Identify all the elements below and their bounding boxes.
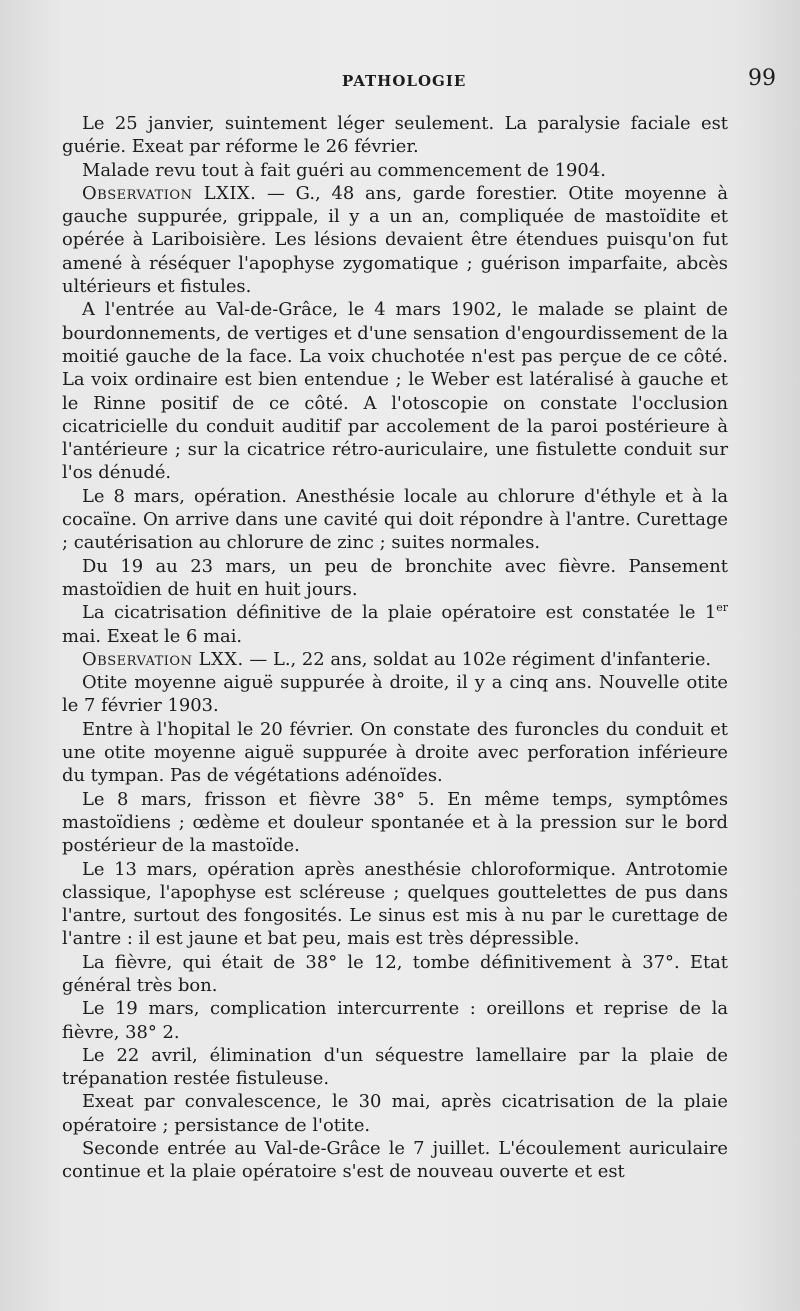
paragraph-text: La cicatrisation définitive de la plaie opératoire est constatée le 1 — [82, 602, 717, 624]
page-body — [62, 112, 728, 1184]
paragraph: Le 25 janvier, suintement léger seulement. La paralysie faciale est guérie. Exeat par réforme le 26 février. — [62, 113, 728, 158]
page-header — [60, 66, 776, 96]
observation-text: — G., 48 ans, garde forestier. Otite moyenne à gauche suppurée, grippale, il y a un an, compliquée de mastoïdite et opérée à Lariboisière. Les lésions devaient être étendues puisqu'on fut amené à réséquer l'apophyse zygomatique ; guérison imparfaite, abcès ultérieurs et fistules. — [62, 182, 728, 298]
paragraph: Entre à l'hopital le 20 février. On constate des furoncles du conduit et une otite moyenne aiguë suppurée à droite avec perforation inférieure du tympan. Pas de végétations adénoïdes. — [62, 718, 728, 787]
paragraph: Seconde entrée au Val-de-Grâce le 7 juillet. L'écoulement auriculaire continue et la plaie opératoire s'est de nouveau ouverte et est — [62, 1138, 728, 1183]
observation-label: Observation LXX. — [82, 648, 244, 670]
observation-paragraph — [62, 182, 728, 298]
observation-text: — L., 22 ans, soldat au 102e régiment d'infanterie. — [243, 648, 712, 670]
paragraph: Malade revu tout à fait guéri au commencement de 1904. — [82, 159, 606, 181]
paragraph: Otite moyenne aiguë suppurée à droite, il y a cinq ans. Nouvelle otite le 7 février 1903. — [62, 672, 728, 717]
paragraph: Le 8 mars, opération. Anesthésie locale au chlorure d'éthyle et à la cocaïne. On arrive dans une cavité qui doit répondre à l'antre. Curettage ; cautérisation au chlorure de zinc ; suites normales. — [62, 485, 728, 554]
paragraph: Le 22 avril, élimination d'un séquestre lamellaire par la plaie de trépanation restée fistuleuse. — [62, 1044, 728, 1090]
running-head: PATHOLOGIE — [342, 72, 467, 90]
ordinal-superscript: er — [716, 601, 728, 615]
observation-label: Observation LXIX. — [82, 182, 257, 204]
paragraph: A l'entrée au Val-de-Grâce, le 4 mars 1902, le malade se plaint de bourdonnements, de vertiges et d'une sensation d'engourdissement de la moitié gauche de la face. La voix chuchotée n'est pas perçue de ce côté. La voix ordinaire est bien entendue ; le Weber est latéralisé à gauche et le Rinne positif de ce côté. A l'otoscopie on constate l'occlusion cicatricielle du conduit auditif par accolement de la paroi postérieure à l'antérieure ; sur la cicatrice rétro-auriculaire, une fistulette conduit sur l'os dénudé. — [62, 299, 728, 484]
paragraph: Le 13 mars, opération après anesthésie chloroformique. Antrotomie classique, l'apophyse est scléreuse ; quelques gouttelettes de pus dans l'antre, surtout des fongosités. Le sinus est mis à nu par le curettage de l'antre : il est jaune et bat peu, mais est très dépressible. — [62, 858, 728, 950]
paragraph — [62, 601, 728, 648]
observation-paragraph — [62, 648, 728, 671]
paragraph: La fièvre, qui était de 38° le 12, tombe définitivement à 37°. Etat général très bon. — [62, 951, 728, 996]
paragraph-text: mai. Exeat le 6 mai. — [62, 625, 243, 647]
paragraph: Le 19 mars, complication intercurrente : oreillons et reprise de la fièvre, 38° 2. — [62, 998, 728, 1043]
paragraph: Le 8 mars, frisson et fièvre 38° 5. En même temps, symptômes mastoïdiens ; œdème et douleur spontanée et à la pression sur le bord postérieur de la mastoïde. — [62, 788, 728, 857]
page-number: 99 — [748, 66, 776, 91]
paragraph: Exeat par convalescence, le 30 mai, après cicatrisation de la plaie opératoire ; persistance de l'otite. — [62, 1091, 728, 1136]
paragraph: Du 19 au 23 mars, un peu de bronchite avec fièvre. Pansement mastoïdien de huit en huit jours. — [62, 555, 728, 600]
